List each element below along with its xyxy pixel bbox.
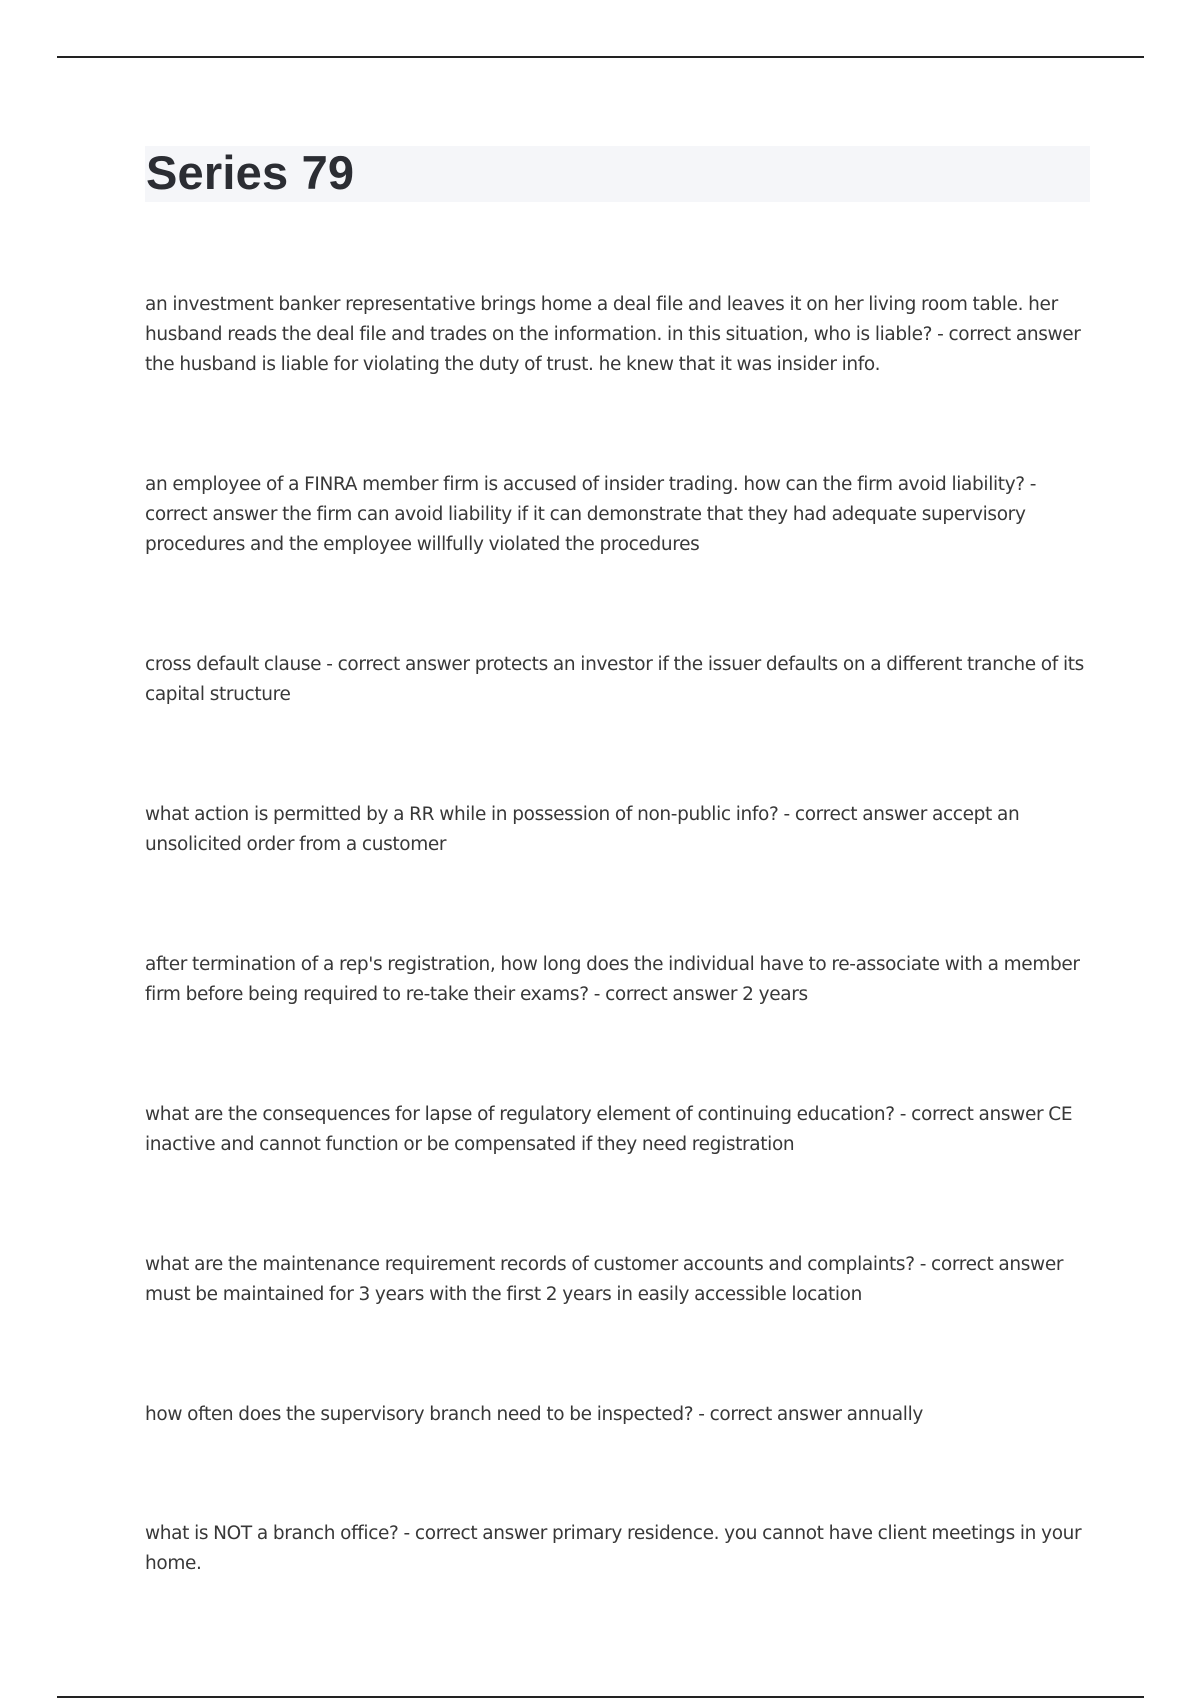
qa-item: what are the consequences for lapse of regulatory element of continuing education? - correct answer CE inactive and cannot function or be compensated if they need registration	[145, 1104, 1073, 1155]
qa-list	[145, 290, 1095, 1579]
qa-item: an employee of a FINRA member firm is accused of insider trading. how can the firm avoid liability? - correct answer the firm can avoid liability if it can demonstrate that they had adequate supervisory procedures and the employee willfully violated the procedures	[145, 474, 1037, 555]
top-divider	[57, 56, 1144, 58]
qa-item: what is NOT a branch office? - correct answer primary residence. you cannot have client meetings in your home.	[145, 1523, 1082, 1574]
qa-item: after termination of a rep's registration, how long does the individual have to re-associate with a member firm before being required to re-take their exams? - correct answer 2 years	[145, 954, 1080, 1005]
qa-item: what are the maintenance requirement records of customer accounts and complaints? - correct answer must be maintained for 3 years with the first 2 years in easily accessible location	[145, 1254, 1064, 1305]
qa-item: how often does the supervisory branch need to be inspected? - correct answer annually	[145, 1404, 923, 1425]
bottom-divider	[57, 1696, 1144, 1698]
page-title: Series 79	[146, 146, 355, 199]
qa-item: what action is permitted by a RR while in possession of non-public info? - correct answer accept an unsolicited order from a customer	[145, 804, 1020, 855]
qa-item: cross default clause - correct answer protects an investor if the issuer defaults on a different tranche of its capital structure	[145, 654, 1084, 705]
qa-item: an investment banker representative brings home a deal file and leaves it on her living room table. her husband reads the deal file and trades on the information. in this situation, who is liable? - correct answer the husband is liable for violating the duty of trust. he knew that it was insider info.	[145, 294, 1081, 375]
